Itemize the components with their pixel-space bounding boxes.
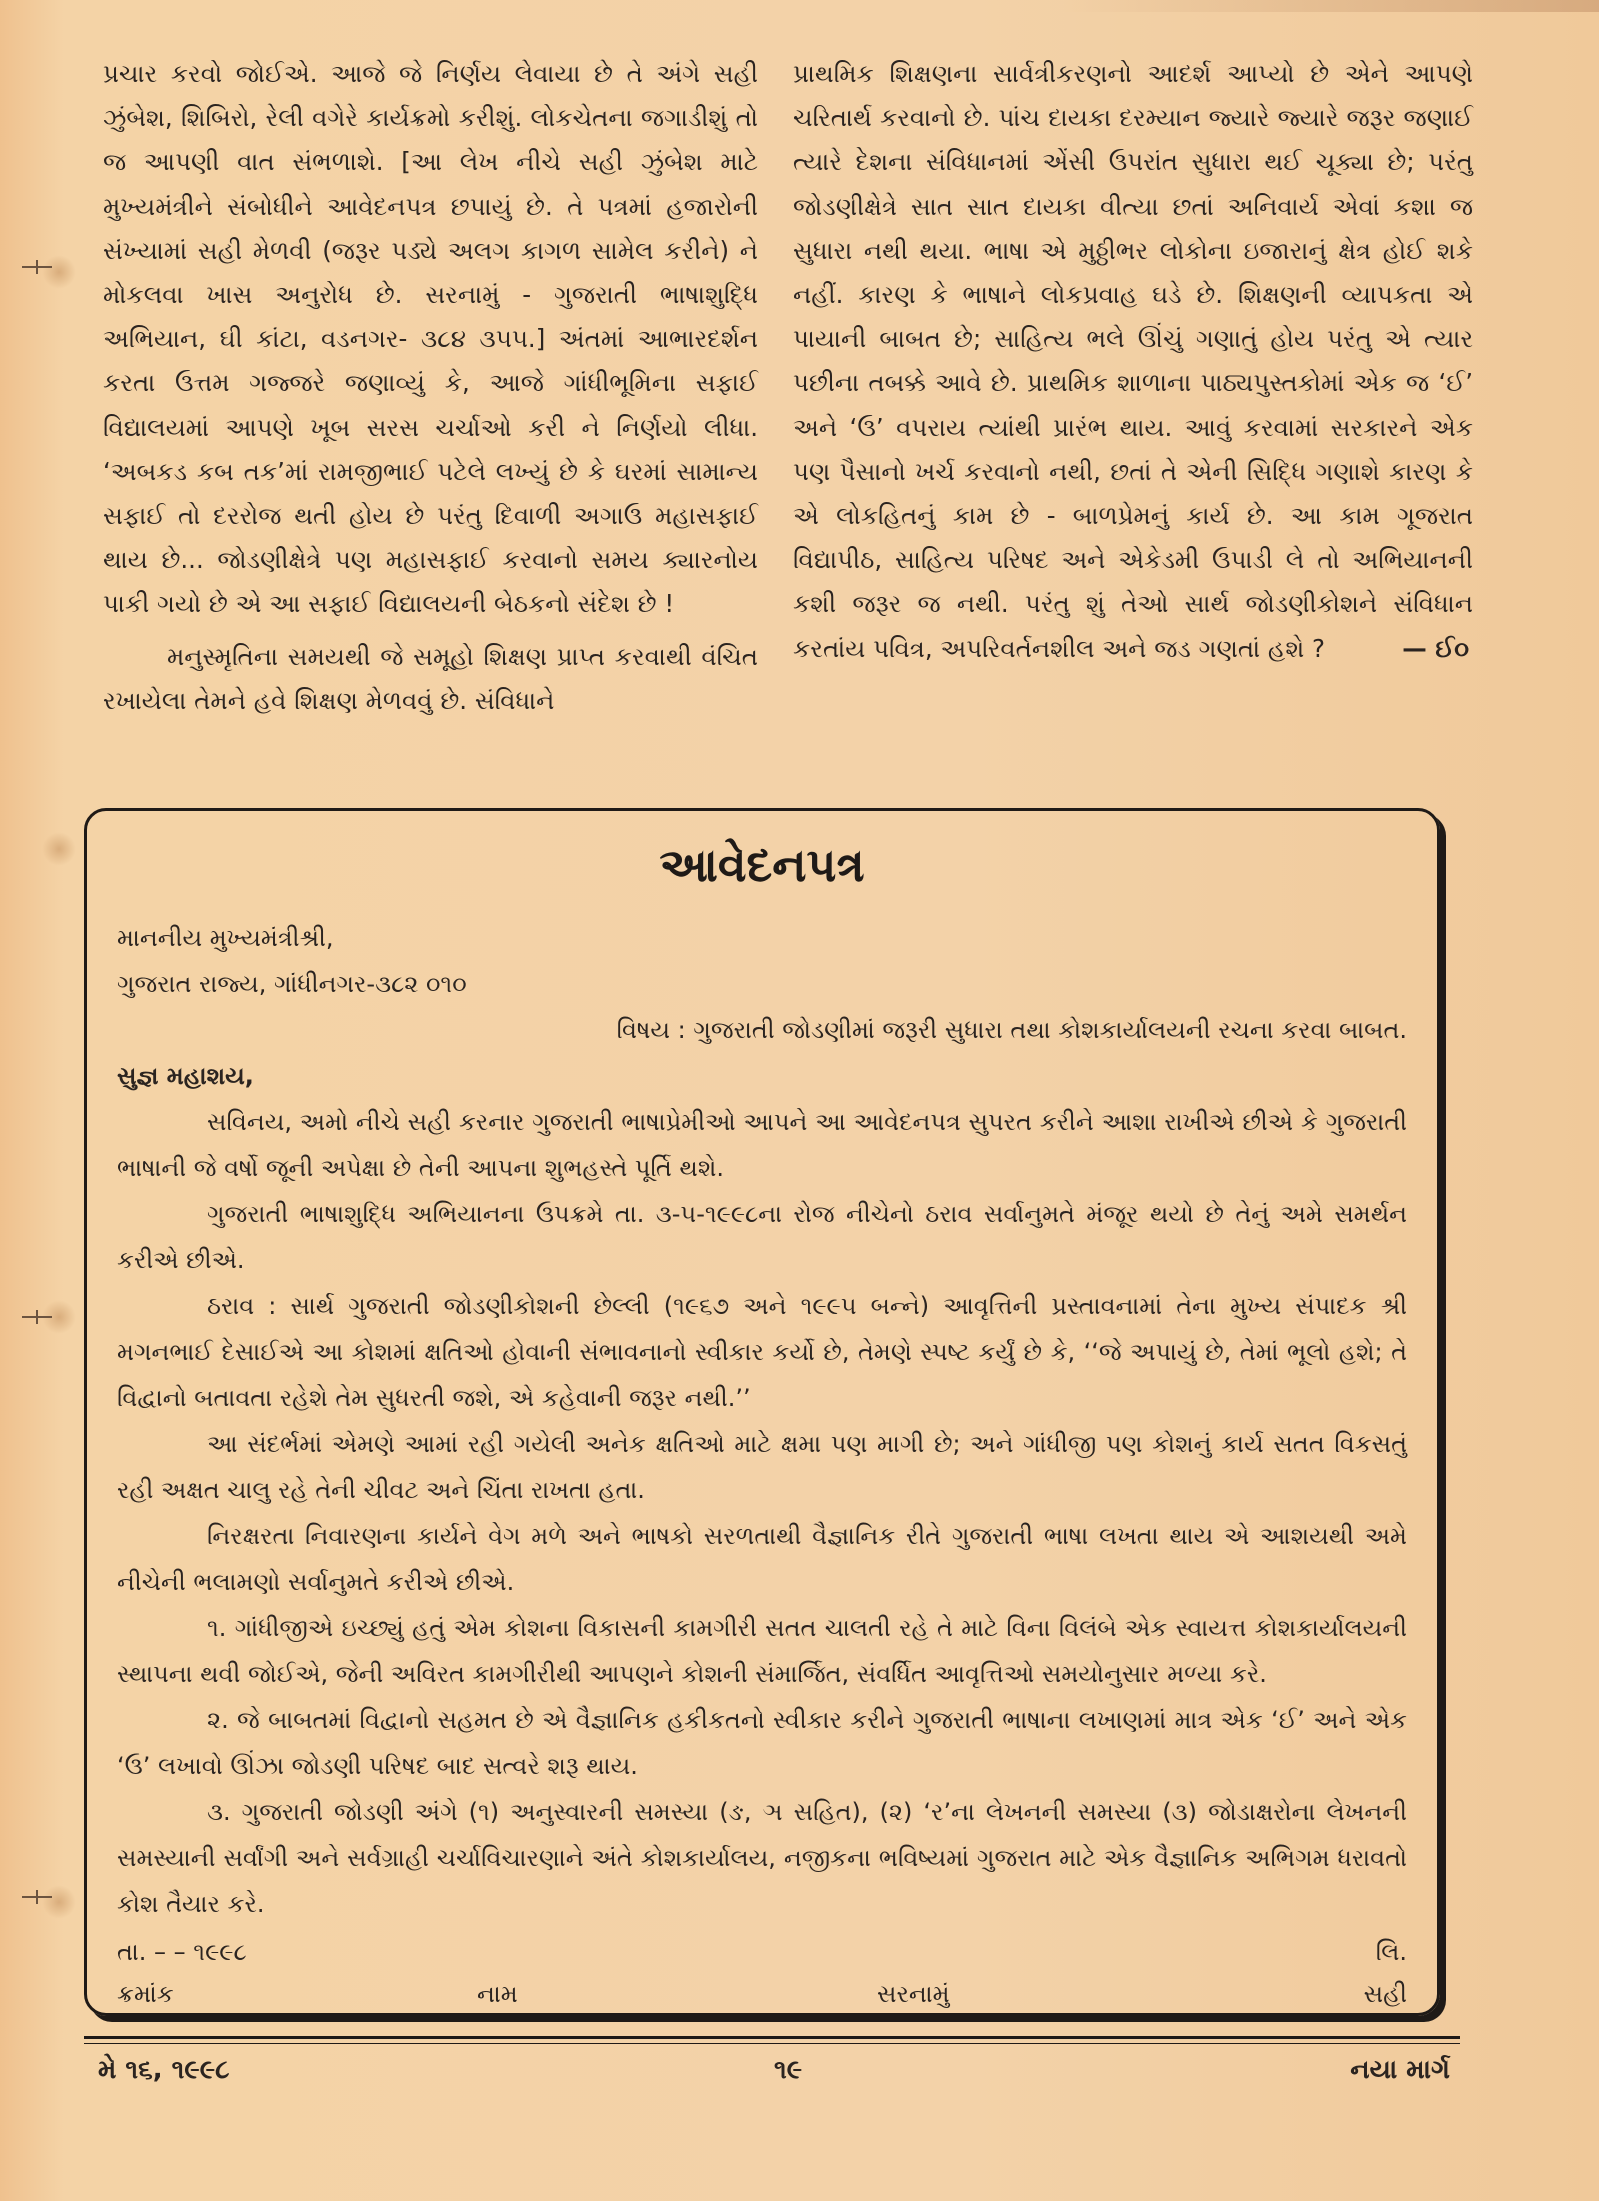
- address: ગુજરાત રાજ્ય, ગાંધીનગર-૩૮૨ ૦૧૦: [117, 970, 467, 998]
- column-signature: સહી: [1363, 1980, 1407, 2008]
- staple-mark-icon: [22, 1890, 52, 1904]
- staple-mark-icon: [22, 1310, 52, 1324]
- page-footer: [98, 2048, 1450, 2092]
- issue-date: મે ૧૬, ૧૯૯૮: [98, 2055, 230, 2085]
- recommendation-item: ૩. ગુજરાતી જોડણી અંગે (૧) અનુસ્વારની સમસ્યા (ઙ, ઞ સહિત), (૨) ‘ર’ના લેખનની સમસ્યા (૩) જોડાક્ષરોના લેખનની સમસ્યાની સર્વાંગી અને સર્વગ્રાહી ચર્ચાવિચારણાને અંતે કોશકાર્યાલય, નજીકના ભવિષ્યમાં ગુજરાત માટે એક વૈજ્ઞાનિક અભિગમ ધરાવતો કોશ તૈયાર કરે.: [117, 1798, 1407, 1918]
- signature-table-header: [117, 1973, 1407, 2015]
- article-paragraph: મનુસ્મૃતિના સમયથી જે સમૂહો શિક્ષણ પ્રાપ્ત કરવાથી વંચિત રખાયેલા તેમને હવે શિક્ષણ મેળવવું છે. સંવિધાને: [103, 641, 758, 715]
- column-name: નામ: [477, 1980, 518, 2008]
- petition-paragraph: નિરક્ષરતા નિવારણના કાર્યને વેગ મળે અને ભાષકો સરળતાથી વૈજ્ઞાનિક રીતે ગુજરાતી ભાષા લખતા થાય એ આશયથી અમે નીચેની ભલામણો સર્વાનુમતે કરીએ છીએ.: [117, 1522, 1407, 1596]
- column-serial: ક્રમાંક: [117, 1980, 174, 2008]
- binding-hole: [42, 832, 76, 866]
- petition-title: આવેદનપત્ર: [659, 838, 865, 892]
- staple-mark-icon: [22, 260, 52, 274]
- recommendation-item: ૨. જે બાબતમાં વિદ્વાનો સહમત છે એ વૈજ્ઞાનિક હકીકતનો સ્વીકાર કરીને ગુજરાતી ભાષાના લખાણમાં માત્ર એક ‘ઈ’ અને એક ‘ઉ’ લખાવો ઊંઝા જોડણી પરિષદ બાદ સત્વરે શરૂ થાય.: [117, 1706, 1407, 1780]
- salutation: સુજ્ઞ મહાશય,: [117, 1062, 254, 1090]
- recommendation-item: ૧. ગાંધીજીએ ઇચ્છ્યું હતું એમ કોશના વિકાસની કામગીરી સતત ચાલતી રહે તે માટે વિના વિલંબે એક સ્વાયત્ત કોશકાર્યાલયની સ્થાપના થવી જોઈએ, જેની અવિરત કામગીરીથી આપણને કોશની સંમાર્જિત, સંવર્ધિત આવૃત્તિઓ સમયોનુસાર મળ્યા કરે.: [117, 1614, 1407, 1688]
- petition-box: [84, 808, 1440, 2016]
- magazine-name: નયા માર્ગ: [1350, 2055, 1450, 2085]
- footer-divider: [84, 2043, 1460, 2044]
- article-paragraph: પ્રાથમિક શિક્ષણના સાર્વત્રીકરણનો આદર્શ આપ્યો છે એને આપણે ચરિતાર્થ કરવાનો છે. પાંચ દાયકા દરમ્યાન જ્યારે જ્યારે જરૂર જણાઈ ત્યારે દેશના સંવિધાનમાં એંસી ઉપરાંત સુધારા થઈ ચૂક્યા છે; પરંતુ જોડણીક્ષેત્રે સાત સાત દાયકા વીત્યા છતાં અનિવાર્ય એવાં કશા જ સુધારા નથી થયા. ભાષા એ મુઠ્ઠીભર લોકોના ઇજારાનું ક્ષેત્ર હોઈ શકે નહીં. કારણ કે ભાષાને લોકપ્રવાહ ઘડે છે. શિક્ષણની વ્યાપકતા એ પાયાની બાબત છે; સાહિત્ય ભલે ઊંચું ગણાતું હોય પરંતુ એ ત્યાર પછીના તબક્કે આવે છે. પ્રાથમિક શાળાના પાઠ્યપુસ્તકોમાં એક જ ‘ઈ’ અને ‘ઉ’ વપરાય ત્યાંથી પ્રારંભ થાય. આવું કરવામાં સરકારને એક પણ પૈસાનો ખર્ચ કરવાનો નથી, છતાં તે એની સિદ્ધિ ગણાશે કારણ કે એ લોકહિતનું કામ છે - બાળપ્રેમનું કાર્ય છે. આ કામ ગૂજરાત વિદ્યાપીઠ, સાહિત્ય પરિષદ અને એકેડમી ઉપાડી લે તો અભિયાનની કશી જરૂર જ નથી. પરંતુ શું તેઓ સાર્થ જોડણીકોશને સંવિધાન કરતાંય પવિત્ર, અપરિવર્તનશીલ અને જડ ગણતાં હશે ?: [793, 59, 1473, 663]
- date-field-label: તા. – – ૧૯૯૮: [117, 1938, 247, 1966]
- petition-paragraph: ગુજરાતી ભાષાશુદ્ધિ અભિયાનના ઉપક્રમે તા. ૩-૫-૧૯૯૮ના રોજ નીચેનો ઠરાવ સર્વાનુમતે મંજૂર થયો છે તેનું અમે સમર્થન કરીએ છીએ.: [117, 1200, 1407, 1274]
- top-edge-shade: [1060, 0, 1599, 12]
- footer-divider: [84, 2036, 1460, 2039]
- petition-paragraph: આ સંદર્ભમાં એમણે આમાં રહી ગયેલી અનેક ક્ષતિઓ માટે ક્ષમા પણ માગી છે; અને ગાંધીજી પણ કોશનું કાર્ય સતત વિકસતું રહી અક્ષત ચાલુ રહે તેની ચીવટ અને ચિંતા રાખતા હતા.: [117, 1430, 1407, 1504]
- addressee: માનનીય મુખ્યમંત્રીશ્રી,: [117, 924, 334, 952]
- li-label: લિ.: [1375, 1938, 1407, 1966]
- page-number: ૧૯: [774, 2055, 803, 2085]
- subject-line: વિષય : ગુજરાતી જોડણીમાં જરૂરી સુધારા તથા કોશકાર્યાલયની રચના કરવા બાબત.: [616, 1016, 1407, 1044]
- author-signature: — ઈ૦: [1402, 633, 1469, 663]
- petition-paragraph: સવિનય, અમો નીચે સહી કરનાર ગુજરાતી ભાષાપ્રેમીઓ આપને આ આવેદનપત્ર સુપરત કરીને આશા રાખીએ છીએ કે ગુજરાતી ભાષાની જે વર્ષો જૂની અપેક્ષા છે તેની આપના શુભહસ્તે પૂર્તિ થશે.: [117, 1108, 1407, 1182]
- article-right-column: [793, 52, 1473, 671]
- article-paragraph: પ્રચાર કરવો જોઈએ. આજે જે નિર્ણય લેવાયા છે તે અંગે સહી ઝુંબેશ, શિબિરો, રેલી વગેરે કાર્યક્રમો કરીશું. લોકચેતના જગાડીશું તો જ આપણી વાત સંભળાશે. [આ લેખ નીચે સહી ઝુંબેશ માટે મુખ્યમંત્રીને સંબોધીને આવેદનપત્ર છપાયું છે. તે પત્રમાં હજારોની સંખ્યામાં સહી મેળવી (જરૂર પડ્યે અલગ કાગળ સામેલ કરીને) ને મોકલવા ખાસ અનુરોધ છે. સરનામું - ગુજરાતી ભાષાશુદ્ધિ અભિયાન, ઘી કાંટા, વડનગર- ૩૮૪ ૩૫૫.] અંતમાં આભારદર્શન કરતા ઉત્તમ ગજ્જરે જણાવ્યું કે, આજે ગાંધીભૂમિના સફાઈ વિદ્યાલયમાં આપણે ખૂબ સરસ ચર્ચાઓ કરી ને નિર્ણયો લીધા. ‘અબકડ કબ તક’માં રામજીભાઈ પટેલે લખ્યું છે કે ઘરમાં સામાન્ય સફાઈ તો દરરોજ થતી હોય છે પરંતુ દિવાળી અગાઉ મહાસફાઈ થાય છે... જોડણીક્ષેત્રે પણ મહાસફાઈ કરવાનો સમય ક્યારનોય પાકી ગયો છે એ આ સફાઈ વિદ્યાલયની બેઠકનો સંદેશ છે !: [103, 59, 758, 619]
- article-left-column: [103, 52, 758, 723]
- column-address: સરનામું: [877, 1980, 950, 2008]
- resolution-paragraph: ઠરાવ : સાર્થ ગુજરાતી જોડણીકોશની છેલ્લી (૧૯૬૭ અને ૧૯૯૫ બન્ને) આવૃત્તિની પ્રસ્તાવનામાં તેના મુખ્ય સંપાદક શ્રી મગનભાઈ દેસાઈએ આ કોશમાં ક્ષતિઓ હોવાની સંભાવનાનો સ્વીકાર કર્યો છે, તેમણે સ્પષ્ટ કર્યું છે કે, ‘‘જે અપાયું છે, તેમાં ભૂલો હશે; તે વિદ્વાનો બતાવતા રહેશે તેમ સુધરતી જશે, એ કહેવાની જરૂર નથી.’’: [117, 1292, 1407, 1412]
